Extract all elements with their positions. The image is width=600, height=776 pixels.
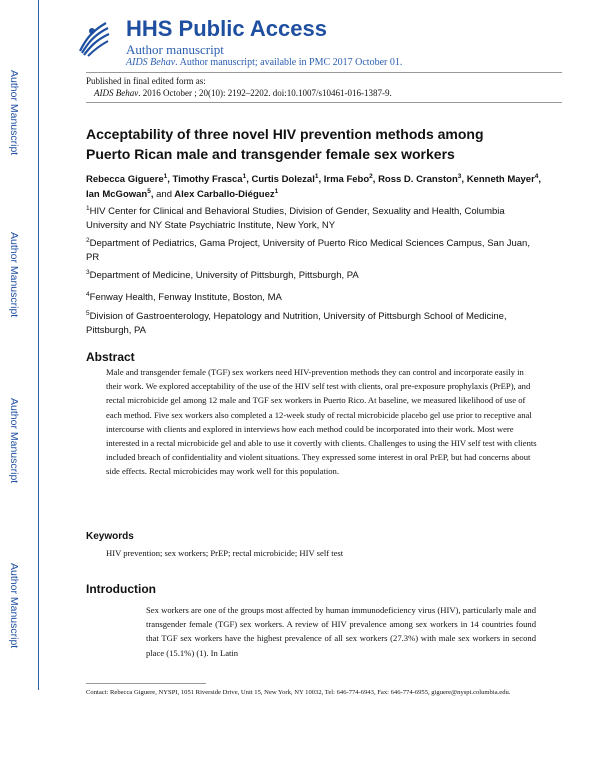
abstract-heading: Abstract xyxy=(86,350,135,364)
citation-line: AIDS Behav. 2016 October ; 20(10): 2192–2202. doi:10.1007/s10461-016-1387-9. xyxy=(94,88,392,98)
article-title: Acceptability of three novel HIV prevention methods among Puerto Rican male and transgender female sex workers xyxy=(86,126,484,162)
affiliation: $^3$Department of Medicine, University of Pittsburgh, Pittsburgh, PA xyxy=(86,268,359,281)
sidebar-divider xyxy=(38,0,39,690)
author-manuscript-sidebar: Author Manuscript Author Manuscript Author Manuscript Author Manuscript xyxy=(8,70,20,649)
author-manuscript-subtitle: Author manuscript xyxy=(126,42,224,57)
abstract-text: Male and transgender female (TGF) sex workers need HIV-prevention methods they can control and incorporate easily in their work. We explored acceptability of the use of the HIV self test with clients, oral pre-exposure prophylaxis (PrEP), and rectal microbicide gel among 12 male and TGF sex workers in Puerto Rico. At baseline, we measured likelihood of use of each method. Five sex workers also completed a 12-week study of rectal microbicide placebo gel use prior to receptive anal intercourse with clients and explored in interviews how each method could be incorporated into their work. Most were interested in a rectal microbicide gel and able to use it covertly with clients. Challenges to using the HIV self test with clients included breach of confidentiality and violent situations. They expressed some interest in oral PrEP, but had concerns about side effects. Rectal microbicides may work well for this population. xyxy=(106,367,537,477)
affiliation: $^2$Department of Pediatrics, Gama Project, University of Puerto Rico Medical Sciences Campus, San Juan, PR xyxy=(86,236,530,263)
footnote-rule xyxy=(86,683,206,684)
hhs-eagle-logo-icon xyxy=(76,19,112,59)
header-rule xyxy=(86,72,562,73)
introduction-text: Sex workers are one of the groups most affected by human immunodeficiency virus (HIV), particularly male and transgender female (TGF) sex workers. A review of HIV prevalence among sex workers in 14 countries found that TGF sex workers have the highest prevalence of all sex workers (27.3%) with male sex workers in second place (15.1%) (1). In Latin xyxy=(146,605,536,658)
contact-footnote: Contact: Rebecca Giguere, NYSPI, 1051 Riverside Drive, Unit 15, New York, NY 10032, Tel: 646-774-6943, Fax: 646-774-6955, giguere@nyspi.columbia.edu. xyxy=(86,689,511,696)
hhs-title: HHS Public Access xyxy=(126,16,327,41)
availability-line: AIDS Behav. Author manuscript; available in PMC 2017 October 01. xyxy=(126,57,403,68)
keywords-text: HIV prevention; sex workers; PrEP; rectal microbicide; HIV self test xyxy=(106,548,344,558)
introduction-heading: Introduction xyxy=(86,582,156,596)
citation-rule xyxy=(86,102,562,103)
author-list: Rebecca Giguere$^1$, Timothy Frasca$^1$, Curtis Dolezal$^1$, Irma Febo$^2$, Ross D. Cranston$^3$, Kenneth Mayer$^4$, Ian McGowan$^5$, and Alex Carballo-Diéguez$^1$ xyxy=(86,172,542,200)
affiliation: $^5$Division of Gastroenterology, Hepatology and Nutrition, University of Pittsburgh School of Medicine, Pittsburgh, PA xyxy=(86,309,507,336)
keywords-heading: Keywords xyxy=(86,531,134,542)
affiliation: $^4$Fenway Health, Fenway Institute, Boston, MA xyxy=(86,290,282,303)
affiliation: $^1$HIV Center for Clinical and Behavioral Studies, Division of Gender, Sexuality and Health, Columbia University and NY State Psychiatric Institute, New York, NY xyxy=(86,204,505,231)
published-line: Published in final edited form as: xyxy=(86,76,206,86)
